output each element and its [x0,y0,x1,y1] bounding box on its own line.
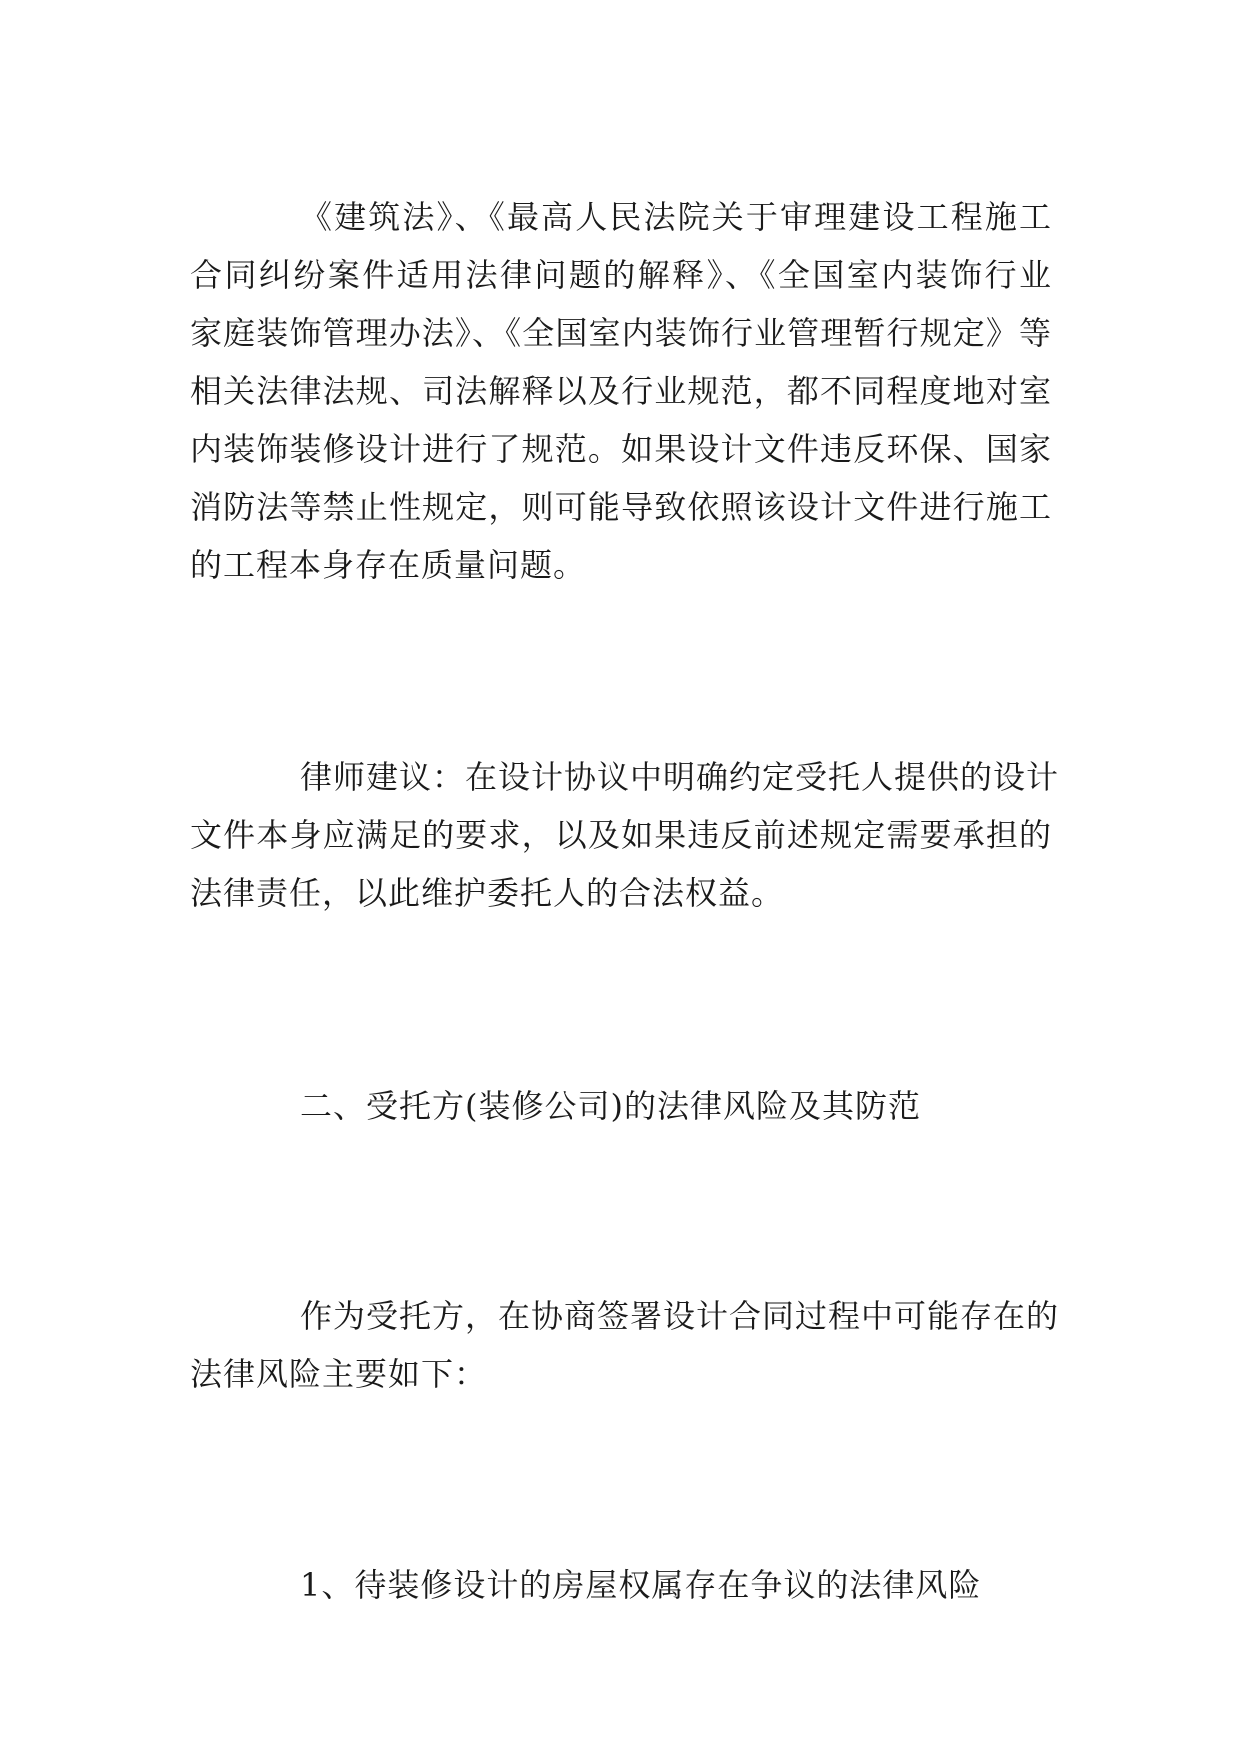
text-line: 律师建议：在设计协议中明确约定受托人提供的设计 [300,758,1060,796]
text-line: 消防法等禁止性规定，则可能导致依照该设计文件进行施工 [190,488,1052,526]
text-line: 法律责任，以此维护委托人的合法权益。 [190,874,785,912]
text-line: 的工程本身存在质量问题。 [190,546,587,584]
text-line: 作为受托方，在协商签署设计合同过程中可能存在的 [300,1297,1060,1335]
text-line: 法律风险主要如下： [190,1355,488,1393]
subsection-heading: 1、待装修设计的房屋权属存在争议的法律风险 [300,1566,982,1604]
text-line: 相关法律法规、司法解释以及行业规范，都不同程度地对室 [190,372,1052,410]
text-line: 家庭装饰管理办法》、《全国室内装饰行业管理暂行规定》等 [190,314,1052,352]
text-line: 文件本身应满足的要求，以及如果违反前述规定需要承担的 [190,816,1052,854]
text-line: 合同纠纷案件适用法律问题的解释》、《全国室内装饰行业 [190,256,1052,294]
section-heading: 二、受托方(装修公司)的法律风险及其防范 [300,1087,921,1125]
text-line: 《建筑法》、《最高人民法院关于审理建设工程施工 [300,198,1052,236]
text-line: 内装饰装修设计进行了规范。如果设计文件违反环保、国家 [190,430,1052,468]
